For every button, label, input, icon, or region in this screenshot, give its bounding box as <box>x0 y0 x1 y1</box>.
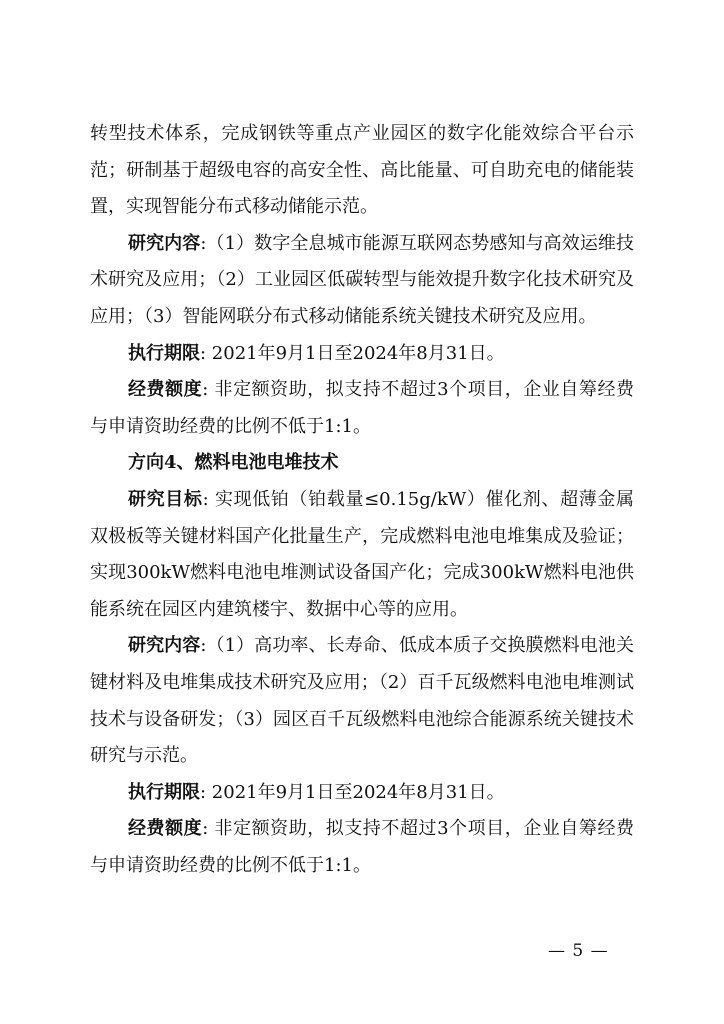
paragraph-execution-period-2 <box>90 775 634 812</box>
page-number: — 5 — <box>548 941 609 961</box>
document-body <box>90 116 634 884</box>
paragraph-funding-1 <box>90 372 634 445</box>
paragraph-label: 研究内容 <box>128 232 201 254</box>
paragraph-text: : 2021年9月1日至2024年8月31日。 <box>200 342 505 364</box>
paragraph-label: 研究内容 <box>128 635 201 657</box>
paragraph-text: : 非定额资助，拟支持不超过3个项目，企业自筹经费与申请资助经费的比例不低于1:1。 <box>90 818 634 876</box>
paragraph-label: 经费额度 <box>128 818 203 840</box>
paragraph-execution-period-1 <box>90 336 634 373</box>
paragraph-label: 经费额度 <box>128 379 203 401</box>
paragraph-intro-continuation <box>90 116 634 226</box>
paragraph-text: : 2021年9月1日至2024年8月31日。 <box>200 781 505 803</box>
paragraph-label: 执行期限 <box>128 781 200 803</box>
paragraph-research-content-2 <box>90 628 634 774</box>
paragraph-funding-2 <box>90 811 634 884</box>
paragraph-text: :（1）高功率、长寿命、低成本质子交换膜燃料电池关键材料及电堆集成技术研究及应用；（2）百千瓦级燃料电池电堆测试技术与设备研发；（3）园区百千瓦级燃料电池综合能源系统关键技术研究与示范。 <box>90 635 635 767</box>
paragraph-label: 执行期限 <box>128 342 200 364</box>
paragraph-text: : 非定额资助，拟支持不超过3个项目，企业自筹经费与申请资助经费的比例不低于1:1。 <box>90 379 634 437</box>
paragraph-text: : 实现低铂（铂载量≤0.15g/kW）催化剂、超薄金属双极板等关键材料国产化批量生产，完成燃料电池电堆集成及验证；实现300kW燃料电池电堆测试设备国产化；完成300kW燃料电池供能系统在园区内建筑楼宇、数据中心等的应用。 <box>90 488 634 620</box>
paragraph-research-content-1 <box>90 226 634 336</box>
paragraph-text: 转型技术体系，完成钢铁等重点产业园区的数字化能效综合平台示范；研制基于超级电容的高安全性、高比能量、可自助充电的储能装置，实现智能分布式移动储能示范。 <box>90 123 634 218</box>
paragraph-label: 研究目标 <box>128 488 203 510</box>
section-heading-direction-4: 方向4、燃料电池电堆技术 <box>128 452 339 474</box>
paragraph-text: :（1）数字全息城市能源互联网态势感知与高效运维技术研究及应用；（2）工业园区低碳转型与能效提升数字化技术研究及应用；（3）智能网联分布式移动储能系统关键技术研究及应用。 <box>90 232 635 327</box>
paragraph-research-goal <box>90 482 634 628</box>
